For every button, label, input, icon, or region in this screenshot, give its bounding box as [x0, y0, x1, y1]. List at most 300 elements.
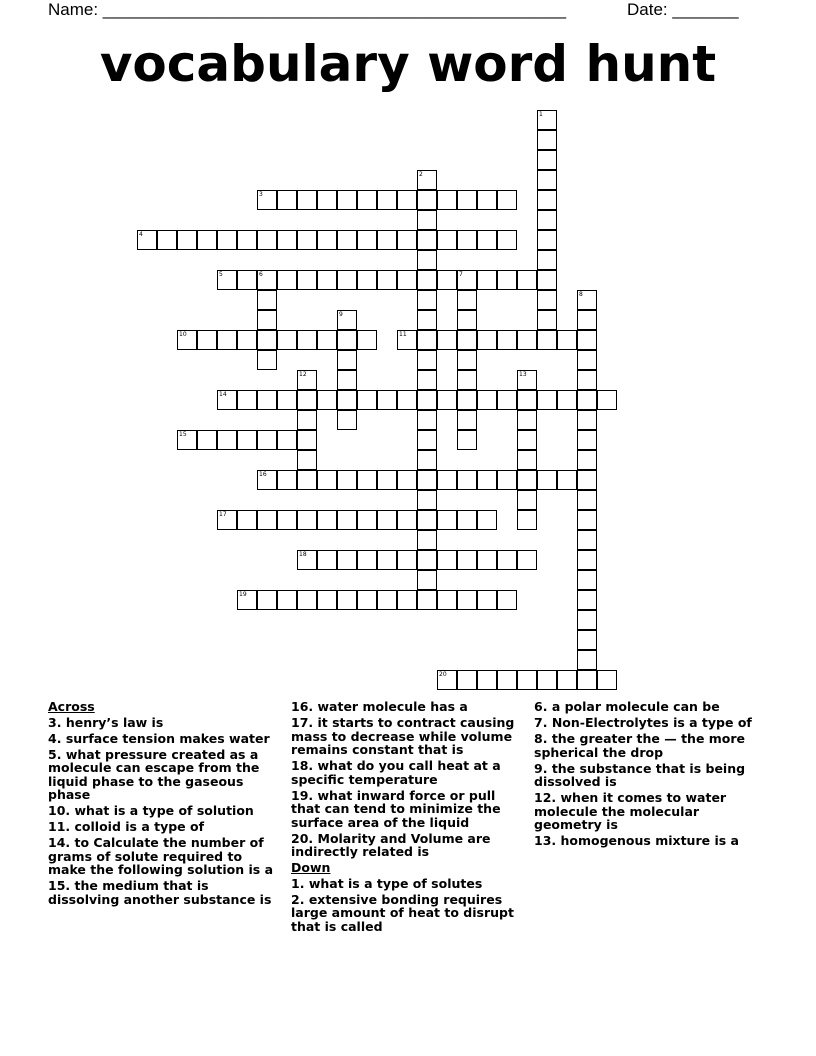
grid-cell[interactable]: [277, 430, 297, 450]
grid-cell[interactable]: [497, 390, 517, 410]
clue-number: 7.: [534, 715, 552, 730]
clue-number: 6.: [534, 699, 552, 714]
grid-cell[interactable]: [457, 330, 477, 350]
grid-cell[interactable]: [577, 290, 597, 310]
grid-cell[interactable]: [517, 550, 537, 570]
grid-cell[interactable]: [537, 470, 557, 490]
grid-cell[interactable]: [497, 590, 517, 610]
across-clue: [291, 716, 523, 757]
down-clue: [534, 700, 766, 714]
clue-text: the greater the — the more spherical the drop: [534, 731, 746, 760]
across-clue: [291, 700, 523, 714]
grid-cell[interactable]: [197, 230, 217, 250]
grid-cell[interactable]: [497, 230, 517, 250]
grid-cell[interactable]: [537, 390, 557, 410]
down-clue: [534, 762, 766, 789]
clue-text: what is a type of solutes: [308, 875, 483, 891]
grid-cell[interactable]: [377, 390, 397, 410]
grid-cell[interactable]: [377, 590, 397, 610]
grid-cell[interactable]: [337, 390, 357, 410]
clue-number: 16.: [291, 699, 318, 714]
grid-cell[interactable]: [257, 590, 277, 610]
grid-cell[interactable]: [457, 470, 477, 490]
grid-cell[interactable]: [517, 410, 537, 430]
grid-cell[interactable]: [417, 170, 437, 190]
across-clue: [48, 732, 280, 746]
clue-number: 3: [259, 191, 263, 198]
grid-cell[interactable]: [477, 230, 497, 250]
grid-cell[interactable]: [377, 270, 397, 290]
down-clue: [534, 716, 766, 730]
grid-cell[interactable]: [577, 410, 597, 430]
grid-cell[interactable]: [437, 510, 457, 530]
grid-cell[interactable]: [317, 330, 337, 350]
across-clue: [291, 832, 523, 859]
grid-cell[interactable]: [497, 270, 517, 290]
grid-cell[interactable]: [257, 390, 277, 410]
grid-cell[interactable]: [417, 230, 437, 250]
grid-cell[interactable]: [137, 230, 157, 250]
clue-number: 15.: [48, 878, 75, 893]
grid-cell[interactable]: [337, 370, 357, 390]
grid-cell[interactable]: [337, 310, 357, 330]
clue-number: 2: [419, 171, 423, 178]
clue-number: 13: [519, 371, 527, 378]
grid-cell[interactable]: [237, 390, 257, 410]
grid-cell[interactable]: [217, 270, 237, 290]
grid-cell[interactable]: [457, 310, 477, 330]
grid-cell[interactable]: [477, 510, 497, 530]
grid-cell[interactable]: [417, 490, 437, 510]
grid-cell[interactable]: [517, 430, 537, 450]
grid-cell[interactable]: [357, 470, 377, 490]
grid-cell[interactable]: [277, 590, 297, 610]
down-clue: [291, 893, 523, 934]
grid-cell[interactable]: [197, 330, 217, 350]
across-clue: [48, 804, 280, 818]
grid-cell[interactable]: [377, 190, 397, 210]
grid-cell[interactable]: [557, 670, 577, 690]
grid-cell[interactable]: [257, 350, 277, 370]
clue-number: 19.: [291, 787, 318, 803]
clue-number: 1.: [291, 875, 309, 891]
grid-cell[interactable]: [517, 450, 537, 470]
grid-cell[interactable]: [577, 650, 597, 670]
across-clue: [48, 836, 280, 877]
clue-text: the substance that is being dissolved is: [534, 760, 746, 789]
grid-cell[interactable]: [297, 510, 317, 530]
grid-cell[interactable]: [297, 410, 317, 430]
grid-cell[interactable]: [417, 530, 437, 550]
grid-cell[interactable]: [577, 670, 597, 690]
grid-cell[interactable]: [577, 350, 597, 370]
grid-cell[interactable]: [337, 350, 357, 370]
grid-cell[interactable]: [397, 230, 417, 250]
grid-cell[interactable]: [357, 230, 377, 250]
grid-cell[interactable]: [577, 510, 597, 530]
clue-number: 15: [179, 431, 187, 438]
grid-cell[interactable]: [477, 670, 497, 690]
grid-cell[interactable]: [197, 430, 217, 450]
grid-cell[interactable]: [497, 550, 517, 570]
clue-text: Molarity and Volume are indirectly related is: [291, 830, 491, 859]
grid-cell[interactable]: [397, 390, 417, 410]
grid-cell[interactable]: [217, 390, 237, 410]
grid-cell[interactable]: [577, 310, 597, 330]
grid-cell[interactable]: [477, 550, 497, 570]
grid-cell[interactable]: [257, 330, 277, 350]
grid-cell[interactable]: [297, 470, 317, 490]
name-field-label: Name: _________________________________________________: [48, 0, 567, 19]
grid-cell[interactable]: [397, 190, 417, 210]
clue-number: 12: [299, 371, 307, 378]
grid-cell[interactable]: [277, 390, 297, 410]
grid-cell[interactable]: [577, 470, 597, 490]
grid-cell[interactable]: [477, 470, 497, 490]
clues-column-3: [534, 700, 766, 850]
grid-cell[interactable]: [457, 370, 477, 390]
grid-cell[interactable]: [577, 630, 597, 650]
across-clue: [48, 879, 280, 906]
grid-cell[interactable]: [417, 470, 437, 490]
clue-number: 18: [299, 551, 307, 558]
grid-cell[interactable]: [237, 270, 257, 290]
grid-cell[interactable]: [517, 490, 537, 510]
clue-number: 1: [539, 111, 543, 118]
clue-text: what pressure created as a molecule can escape from the liquid phase to the gaseous phase: [48, 746, 260, 802]
clue-number: 4.: [48, 730, 66, 746]
grid-cell[interactable]: [537, 230, 557, 250]
grid-cell[interactable]: [517, 330, 537, 350]
grid-cell[interactable]: [437, 470, 457, 490]
grid-cell[interactable]: [457, 590, 477, 610]
grid-cell[interactable]: [457, 410, 477, 430]
grid-cell[interactable]: [257, 430, 277, 450]
grid-cell[interactable]: [377, 550, 397, 570]
grid-cell[interactable]: [217, 230, 237, 250]
grid-cell[interactable]: [437, 670, 457, 690]
grid-cell[interactable]: [257, 510, 277, 530]
grid-cell[interactable]: [537, 130, 557, 150]
grid-cell[interactable]: [597, 390, 617, 410]
grid-cell[interactable]: [237, 590, 257, 610]
grid-cell[interactable]: [257, 270, 277, 290]
grid-cell[interactable]: [297, 550, 317, 570]
grid-cell[interactable]: [277, 510, 297, 530]
grid-cell[interactable]: [437, 230, 457, 250]
grid-cell[interactable]: [177, 230, 197, 250]
grid-cell[interactable]: [337, 270, 357, 290]
grid-cell[interactable]: [217, 510, 237, 530]
grid-cell[interactable]: [457, 230, 477, 250]
down-clue: [534, 732, 766, 759]
grid-cell[interactable]: [257, 190, 277, 210]
clue-number: 7: [459, 271, 463, 278]
grid-cell[interactable]: [457, 510, 477, 530]
grid-cell[interactable]: [357, 270, 377, 290]
clue-number: 2.: [291, 891, 309, 907]
clue-text: Non-Electrolytes is a type of: [551, 715, 752, 730]
grid-cell[interactable]: [537, 310, 557, 330]
grid-cell[interactable]: [397, 470, 417, 490]
grid-cell[interactable]: [577, 370, 597, 390]
grid-cell[interactable]: [317, 510, 337, 530]
grid-cell[interactable]: [417, 290, 437, 310]
grid-cell[interactable]: [457, 270, 477, 290]
grid-cell[interactable]: [337, 470, 357, 490]
grid-cell[interactable]: [317, 470, 337, 490]
across-clue: [291, 759, 523, 786]
clue-number: 11: [399, 331, 407, 338]
clue-number: 12.: [534, 790, 561, 805]
grid-cell[interactable]: [517, 510, 537, 530]
grid-cell[interactable]: [277, 190, 297, 210]
grid-cell[interactable]: [417, 190, 437, 210]
grid-cell[interactable]: [257, 310, 277, 330]
grid-cell[interactable]: [517, 270, 537, 290]
grid-cell[interactable]: [317, 590, 337, 610]
clue-text: surface tension makes water: [65, 730, 270, 746]
clue-text: extensive bonding requires large amount of heat to disrupt that is called: [291, 891, 514, 934]
grid-cell[interactable]: [417, 450, 437, 470]
grid-cell[interactable]: [417, 550, 437, 570]
grid-cell[interactable]: [437, 190, 457, 210]
grid-cell[interactable]: [517, 670, 537, 690]
grid-cell[interactable]: [277, 470, 297, 490]
grid-cell[interactable]: [557, 330, 577, 350]
grid-cell[interactable]: [417, 370, 437, 390]
grid-cell[interactable]: [497, 330, 517, 350]
grid-cell[interactable]: [437, 550, 457, 570]
clues-column-2: [291, 700, 523, 936]
grid-cell[interactable]: [417, 250, 437, 270]
grid-cell[interactable]: [417, 210, 437, 230]
grid-cell[interactable]: [437, 390, 457, 410]
clue-text: a polar molecule can be: [551, 699, 720, 714]
grid-cell[interactable]: [237, 330, 257, 350]
grid-cell[interactable]: [357, 550, 377, 570]
grid-cell[interactable]: [397, 550, 417, 570]
grid-cell[interactable]: [417, 330, 437, 350]
clue-number: 17.: [291, 715, 318, 730]
grid-cell[interactable]: [537, 290, 557, 310]
grid-cell[interactable]: [237, 510, 257, 530]
grid-cell[interactable]: [437, 270, 457, 290]
grid-cell[interactable]: [557, 390, 577, 410]
clue-number: 10.: [48, 803, 75, 818]
clue-text: what inward force or pull that can tend to minimize the surface area of the liquid: [291, 787, 501, 830]
clue-number: 11.: [48, 819, 75, 834]
clue-number: 9.: [534, 760, 552, 776]
grid-cell[interactable]: [577, 610, 597, 630]
grid-cell[interactable]: [157, 230, 177, 250]
grid-cell[interactable]: [477, 330, 497, 350]
grid-cell[interactable]: [417, 410, 437, 430]
grid-cell[interactable]: [537, 170, 557, 190]
clue-number: 17: [219, 511, 227, 518]
grid-cell[interactable]: [277, 270, 297, 290]
grid-cell[interactable]: [337, 590, 357, 610]
grid-cell[interactable]: [457, 550, 477, 570]
grid-cell[interactable]: [337, 550, 357, 570]
grid-cell[interactable]: [517, 370, 537, 390]
grid-cell[interactable]: [377, 470, 397, 490]
grid-cell[interactable]: [577, 490, 597, 510]
grid-cell[interactable]: [577, 590, 597, 610]
grid-cell[interactable]: [217, 430, 237, 450]
grid-cell[interactable]: [337, 330, 357, 350]
across-clue: [48, 716, 280, 730]
grid-cell[interactable]: [217, 330, 237, 350]
clue-number: 13.: [534, 833, 561, 848]
grid-cell[interactable]: [297, 370, 317, 390]
grid-cell[interactable]: [297, 430, 317, 450]
grid-cell[interactable]: [297, 270, 317, 290]
grid-cell[interactable]: [317, 390, 337, 410]
grid-cell[interactable]: [277, 330, 297, 350]
clue-number: 3.: [48, 714, 66, 730]
grid-cell[interactable]: [537, 330, 557, 350]
clue-text: when it comes to water molecule the molecular geometry is: [534, 790, 727, 832]
grid-cell[interactable]: [237, 430, 257, 450]
clue-number: 5.: [48, 746, 66, 762]
clue-text: to Calculate the number of grams of solute required to make the following solution is a: [48, 835, 274, 877]
grid-cell[interactable]: [457, 670, 477, 690]
grid-cell[interactable]: [397, 590, 417, 610]
grid-cell[interactable]: [397, 270, 417, 290]
grid-cell[interactable]: [537, 250, 557, 270]
grid-cell[interactable]: [417, 390, 437, 410]
grid-cell[interactable]: [577, 570, 597, 590]
grid-cell[interactable]: [317, 550, 337, 570]
grid-cell[interactable]: [497, 470, 517, 490]
grid-cell[interactable]: [297, 450, 317, 470]
grid-cell[interactable]: [357, 510, 377, 530]
grid-cell[interactable]: [297, 390, 317, 410]
grid-cell[interactable]: [257, 230, 277, 250]
grid-cell[interactable]: [557, 470, 577, 490]
clue-text: colloid is a type of: [74, 819, 205, 834]
grid-cell[interactable]: [577, 430, 597, 450]
grid-cell[interactable]: [357, 390, 377, 410]
grid-cell[interactable]: [397, 510, 417, 530]
grid-cell[interactable]: [497, 670, 517, 690]
grid-cell[interactable]: [177, 330, 197, 350]
grid-cell[interactable]: [577, 450, 597, 470]
clue-number: 8.: [534, 731, 552, 746]
grid-cell[interactable]: [457, 390, 477, 410]
grid-cell[interactable]: [417, 430, 437, 450]
grid-cell[interactable]: [357, 590, 377, 610]
grid-cell[interactable]: [457, 190, 477, 210]
grid-cell[interactable]: [297, 230, 317, 250]
grid-cell[interactable]: [577, 530, 597, 550]
grid-cell[interactable]: [517, 390, 537, 410]
grid-cell[interactable]: [297, 590, 317, 610]
across-heading: Across: [48, 699, 95, 714]
grid-cell[interactable]: [597, 670, 617, 690]
grid-cell[interactable]: [417, 270, 437, 290]
grid-cell[interactable]: [457, 350, 477, 370]
grid-cell[interactable]: [377, 510, 397, 530]
grid-cell[interactable]: [337, 230, 357, 250]
grid-cell[interactable]: [337, 510, 357, 530]
grid-cell[interactable]: [257, 470, 277, 490]
clue-number: 5: [219, 271, 223, 278]
grid-cell[interactable]: [177, 430, 197, 450]
grid-cell[interactable]: [417, 510, 437, 530]
grid-cell[interactable]: [377, 230, 397, 250]
grid-cell[interactable]: [317, 270, 337, 290]
grid-cell[interactable]: [457, 290, 477, 310]
clue-text: what do you call heat at a specific temperature: [291, 758, 501, 787]
clue-text: water molecule has a: [317, 699, 468, 714]
date-field-label: Date: _______: [627, 0, 739, 19]
grid-cell[interactable]: [537, 210, 557, 230]
grid-cell[interactable]: [417, 350, 437, 370]
grid-cell[interactable]: [537, 190, 557, 210]
grid-cell[interactable]: [537, 110, 557, 130]
grid-cell[interactable]: [537, 150, 557, 170]
grid-cell[interactable]: [537, 270, 557, 290]
clue-number: 20.: [291, 830, 318, 846]
grid-cell[interactable]: [497, 190, 517, 210]
grid-cell[interactable]: [477, 190, 497, 210]
grid-cell[interactable]: [477, 270, 497, 290]
grid-cell[interactable]: [537, 670, 557, 690]
grid-cell[interactable]: [357, 190, 377, 210]
grid-cell[interactable]: [417, 310, 437, 330]
grid-cell[interactable]: [477, 390, 497, 410]
down-heading: Down: [291, 860, 331, 875]
clue-number: 16: [259, 471, 267, 478]
grid-cell[interactable]: [237, 230, 257, 250]
grid-cell[interactable]: [437, 330, 457, 350]
grid-cell[interactable]: [257, 290, 277, 310]
down-clue: [534, 791, 766, 832]
clue-number: 14: [219, 391, 227, 398]
grid-cell[interactable]: [337, 410, 357, 430]
grid-cell[interactable]: [417, 590, 437, 610]
across-clue: [291, 789, 523, 830]
grid-cell[interactable]: [397, 330, 417, 350]
grid-cell[interactable]: [457, 430, 477, 450]
grid-cell[interactable]: [337, 190, 357, 210]
grid-cell[interactable]: [417, 570, 437, 590]
grid-cell[interactable]: [357, 330, 377, 350]
grid-cell[interactable]: [297, 330, 317, 350]
down-clue: [291, 877, 523, 891]
grid-cell[interactable]: [577, 330, 597, 350]
clue-text: what is a type of solution: [74, 803, 254, 818]
clue-number: 6: [259, 271, 263, 278]
grid-cell[interactable]: [317, 230, 337, 250]
clue-number: 4: [139, 231, 143, 238]
grid-cell[interactable]: [317, 190, 337, 210]
grid-cell[interactable]: [517, 470, 537, 490]
grid-cell[interactable]: [477, 590, 497, 610]
grid-cell[interactable]: [577, 390, 597, 410]
grid-cell[interactable]: [297, 190, 317, 210]
grid-cell[interactable]: [577, 550, 597, 570]
clue-text: homogenous mixture is a: [560, 833, 739, 848]
across-clue: [48, 748, 280, 802]
grid-cell[interactable]: [277, 230, 297, 250]
page-title: vocabulary word hunt: [99, 35, 717, 93]
down-clue: [534, 834, 766, 848]
grid-cell[interactable]: [437, 590, 457, 610]
clues-column-1: [48, 700, 280, 909]
